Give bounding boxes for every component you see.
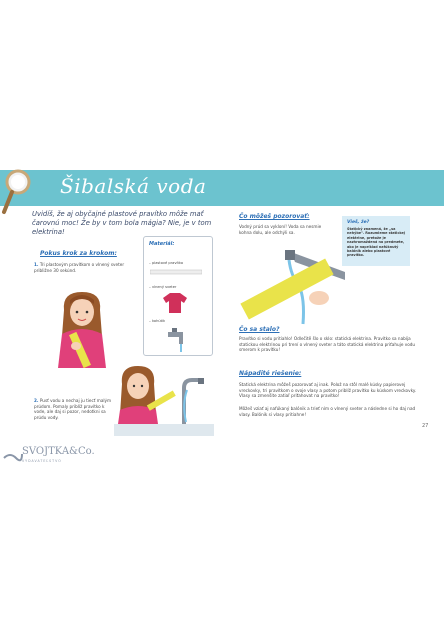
observe-heading: Čo môžeš pozorovať:	[239, 213, 310, 220]
material-sweater: – vlnený sveter	[149, 285, 177, 289]
steps-heading: Pokus krok za krokom:	[40, 250, 117, 257]
materials-box	[143, 236, 213, 356]
observe-text: Vodný prúd sa vykloní! Voda sa nesmie kohna dolu, ale odchýli sa.	[239, 224, 322, 235]
step-2-number: 2.	[34, 398, 39, 403]
tip-body: Statický znamená, že „sa nehýbe". Rozumieme statickej elektrine, pretože je nazhromaždená na predmete, ako je napríklad nafúknutý balónik alebo plastové pravítko.	[347, 227, 405, 258]
ruler-water-illustration	[239, 246, 349, 326]
idea-heading: Nápadité riešenie:	[239, 370, 302, 377]
ruler-icon	[150, 269, 202, 275]
idea-text-2: Môžeš vziať aj nafúkaný balónik a trieť ním o vlnený sveter a následne si ho daj nad vlasy. Balónik si vlasy pritiahne!	[239, 406, 416, 417]
publisher-logo: SVOJTKA&Co.	[22, 446, 95, 457]
step-2	[34, 398, 112, 420]
sweater-icon	[162, 292, 188, 314]
girl-rubbing-ruler-illustration	[52, 288, 112, 368]
publisher-logo-subtitle: VYDAVATEĽSTVO	[22, 459, 62, 463]
material-ruler: – plastové pravítko	[149, 261, 184, 265]
step-1-number: 1.	[34, 262, 39, 267]
step-1-text: Tri plastovým pravítkom o vlnený sveter približne 30 sekúnd.	[34, 262, 125, 273]
magnifier-icon	[0, 168, 36, 216]
what-happened-text: Pravítko si vodu pritiahlo! Odlečitě šlo o sklo: statická elektrina. Pravítko sa nabíja statickou elektrinou pri trení o vlnený sveter a táto statická elektrina priťahuje vodu smerom k pravítku!	[239, 336, 416, 353]
page-title: Šibalská voda	[60, 174, 207, 198]
girl-at-faucet-illustration	[114, 364, 214, 436]
material-faucet: – kohútik	[149, 319, 166, 323]
idea-text-1: Statická elektrina môžeš pozorovať aj inak. Polož na stôl malé kúsky papierovej vreckovky, tri pravítkom o svoje vlasy a potom priblíž pravítko ku kúskom vreckovky. Vlasy sa zmenšite zatiaľ priťahovat na pravítko!	[239, 382, 417, 399]
step-1	[34, 262, 126, 273]
step-2-text: Pusť vodu a nechaj ju tiecť malým prúdom. Pomaly priblíž pravítko k vode, ale daj si pozor, nedotkni sa prúdu vody.	[34, 398, 112, 420]
page-number: 27	[422, 423, 429, 429]
what-happened-heading: Čo sa stalo?	[239, 326, 280, 333]
tip-title: Vieš, že?	[347, 220, 370, 225]
faucet-icon	[166, 326, 190, 352]
materials-title: Materiál:	[149, 241, 175, 247]
did-you-know-box	[342, 216, 410, 266]
intro-text: Uvidíš, že aj obyčajné plastové pravítko môže mať čarovnú moc! Že by v tom bola mágia? Nie, je v tom elektrina!	[32, 210, 212, 236]
